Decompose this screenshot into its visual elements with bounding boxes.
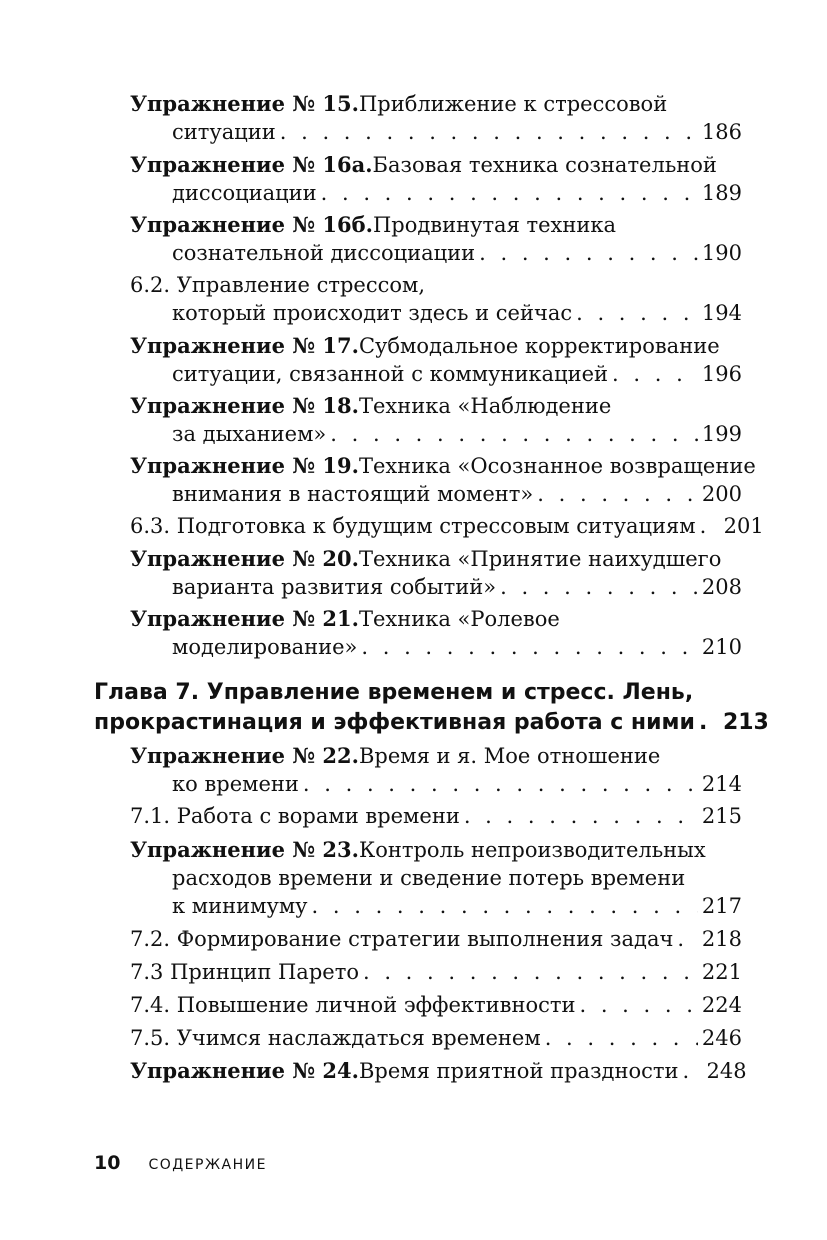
- page-number: 215: [701, 804, 742, 828]
- leader-dots: [330, 420, 698, 448]
- page-number: 221: [701, 960, 742, 984]
- page-number: 190: [701, 241, 742, 265]
- entry-title: Время и я. Мое отношение: [358, 744, 661, 768]
- page-number: 196: [701, 362, 742, 386]
- toc-chapter-7: [94, 678, 769, 738]
- entry-title: 6.3. Подготовка к будущим стрессовым ситуациям: [130, 514, 696, 538]
- toc-entry-section-6-3: [130, 512, 764, 540]
- entry-title: 7.1. Работа с ворами времени: [130, 804, 460, 828]
- entry-lead: Упражнение № 16б.: [130, 212, 373, 237]
- entry-lead: Упражнение № 17.: [130, 333, 359, 358]
- entry-lead: Упражнение № 18.: [130, 393, 359, 418]
- page-number: 246: [701, 1026, 742, 1050]
- leader-dots: [312, 892, 698, 920]
- entry-lead: Упражнение № 16а.: [130, 152, 373, 177]
- toc-entry-section-6-2: [130, 271, 742, 327]
- entry-lead: Упражнение № 20.: [130, 546, 359, 571]
- leader-dots: [677, 925, 698, 953]
- entry-title: Приближение к стрессовой: [358, 92, 668, 116]
- chapter-title-cont: прокрастинация и эффективная работа с ними: [94, 710, 695, 735]
- leader-dots: [700, 512, 720, 540]
- page-number: 186: [701, 120, 742, 144]
- toc-entry-section-7-5: [130, 1024, 742, 1052]
- toc-entry-exercise-22: [130, 742, 742, 798]
- folio-page-number: 10: [94, 1152, 121, 1174]
- toc-entry-exercise-20: [130, 545, 742, 601]
- leader-dots: [537, 480, 698, 508]
- toc-entry-section-7-4: [130, 991, 742, 1019]
- leader-dots: [280, 118, 698, 146]
- leader-dots: [576, 299, 698, 327]
- page-number: 200: [701, 482, 742, 506]
- running-section-title: СОДЕРЖАНИЕ: [148, 1157, 267, 1173]
- entry-title-cont: к минимуму: [172, 894, 308, 918]
- toc-entry-exercise-15: [130, 90, 742, 146]
- page-number: 201: [723, 514, 764, 538]
- leader-dots: [500, 573, 698, 601]
- entry-lead: Упражнение № 21.: [130, 606, 359, 631]
- leader-dots: [682, 1057, 702, 1085]
- entry-title-cont: диссоциации: [172, 181, 317, 205]
- entry-title: Техника «Ролевое: [358, 607, 560, 631]
- leader-dots: [612, 360, 698, 388]
- toc-entry-exercise-23: [130, 836, 742, 920]
- leader-dots: [545, 1024, 698, 1052]
- toc-entry-exercise-21: [130, 605, 742, 661]
- entry-title-cont: ситуации: [172, 120, 276, 144]
- entry-lead: Упражнение № 19.: [130, 453, 359, 478]
- entry-lead: Упражнение № 15.: [130, 91, 359, 116]
- entry-title-cont: ко времени: [172, 772, 299, 796]
- entry-title: Контроль непроизводительных: [358, 838, 706, 862]
- leader-dots: [699, 708, 719, 738]
- leader-dots: [579, 991, 697, 1019]
- toc-entry-section-7-1: [130, 802, 742, 830]
- entry-title: Техника «Наблюдение: [358, 394, 612, 418]
- entry-title-cont: внимания в настоящий момент»: [172, 482, 534, 506]
- entry-title-cont: варианта развития событий»: [172, 575, 497, 599]
- page-number: 224: [701, 993, 742, 1017]
- entry-lead: Упражнение № 23.: [130, 837, 359, 862]
- entry-title-cont: сознательной диссоциации: [172, 241, 476, 265]
- toc-entry-exercise-16b: [130, 211, 742, 267]
- entry-lead: Упражнение № 22.: [130, 743, 359, 768]
- page-number: 199: [701, 422, 742, 446]
- entry-title: 7.2. Формирование стратегии выполнения задач: [130, 927, 674, 951]
- page-number: 218: [701, 927, 742, 951]
- entry-lead: Упражнение № 24.: [130, 1058, 359, 1083]
- leader-dots: [464, 802, 698, 830]
- toc-entry-exercise-19: [130, 452, 756, 508]
- entry-title: Время приятной праздности: [358, 1059, 679, 1083]
- page-number: 217: [701, 894, 742, 918]
- entry-title: Техника «Осознанное возвращение: [358, 454, 756, 478]
- toc-entry-exercise-18: [130, 392, 742, 448]
- leader-dots: [321, 179, 698, 207]
- entry-title: Техника «Принятие наихудшего: [358, 547, 722, 571]
- entry-title: 7.4. Повышение личной эффективности: [130, 993, 576, 1017]
- page-footer: [94, 1152, 267, 1174]
- entry-title: Продвинутая техника: [372, 213, 617, 237]
- entry-title-cont: ситуации, связанной с коммуникацией: [172, 362, 609, 386]
- entry-title: 7.5. Учимся наслаждаться временем: [130, 1026, 541, 1050]
- chapter-title: Глава 7. Управление временем и стресс. Лень,: [94, 680, 694, 705]
- page-number: 213: [722, 710, 769, 735]
- toc-entry-exercise-24: [130, 1057, 747, 1085]
- leader-dots: [303, 770, 698, 798]
- entry-title-cont: за дыханием»: [172, 422, 327, 446]
- page-number: 248: [706, 1059, 747, 1083]
- toc-entry-section-7-3: [130, 958, 742, 986]
- toc-entry-exercise-17: [130, 332, 742, 388]
- entry-title: 7.3 Принцип Парето: [130, 960, 359, 984]
- entry-title-cont: который происходит здесь и сейчас: [172, 301, 573, 325]
- entry-title: Базовая техника сознательной: [372, 153, 717, 177]
- leader-dots: [361, 633, 698, 661]
- page-number: 194: [701, 301, 742, 325]
- leader-dots: [479, 239, 698, 267]
- entry-title: Субмодальное корректирование: [358, 334, 720, 358]
- page-number: 189: [701, 181, 742, 205]
- page-number: 208: [701, 575, 742, 599]
- entry-title-cont: моделирование»: [172, 635, 358, 659]
- entry-title: 6.2. Управление стрессом,: [130, 273, 425, 297]
- entry-title-cont: расходов времени и сведение потерь времени: [172, 866, 686, 890]
- page-number: 214: [701, 772, 742, 796]
- page-number: 210: [701, 635, 742, 659]
- toc-entry-section-7-2: [130, 925, 742, 953]
- leader-dots: [363, 958, 698, 986]
- toc-entry-exercise-16a: [130, 151, 742, 207]
